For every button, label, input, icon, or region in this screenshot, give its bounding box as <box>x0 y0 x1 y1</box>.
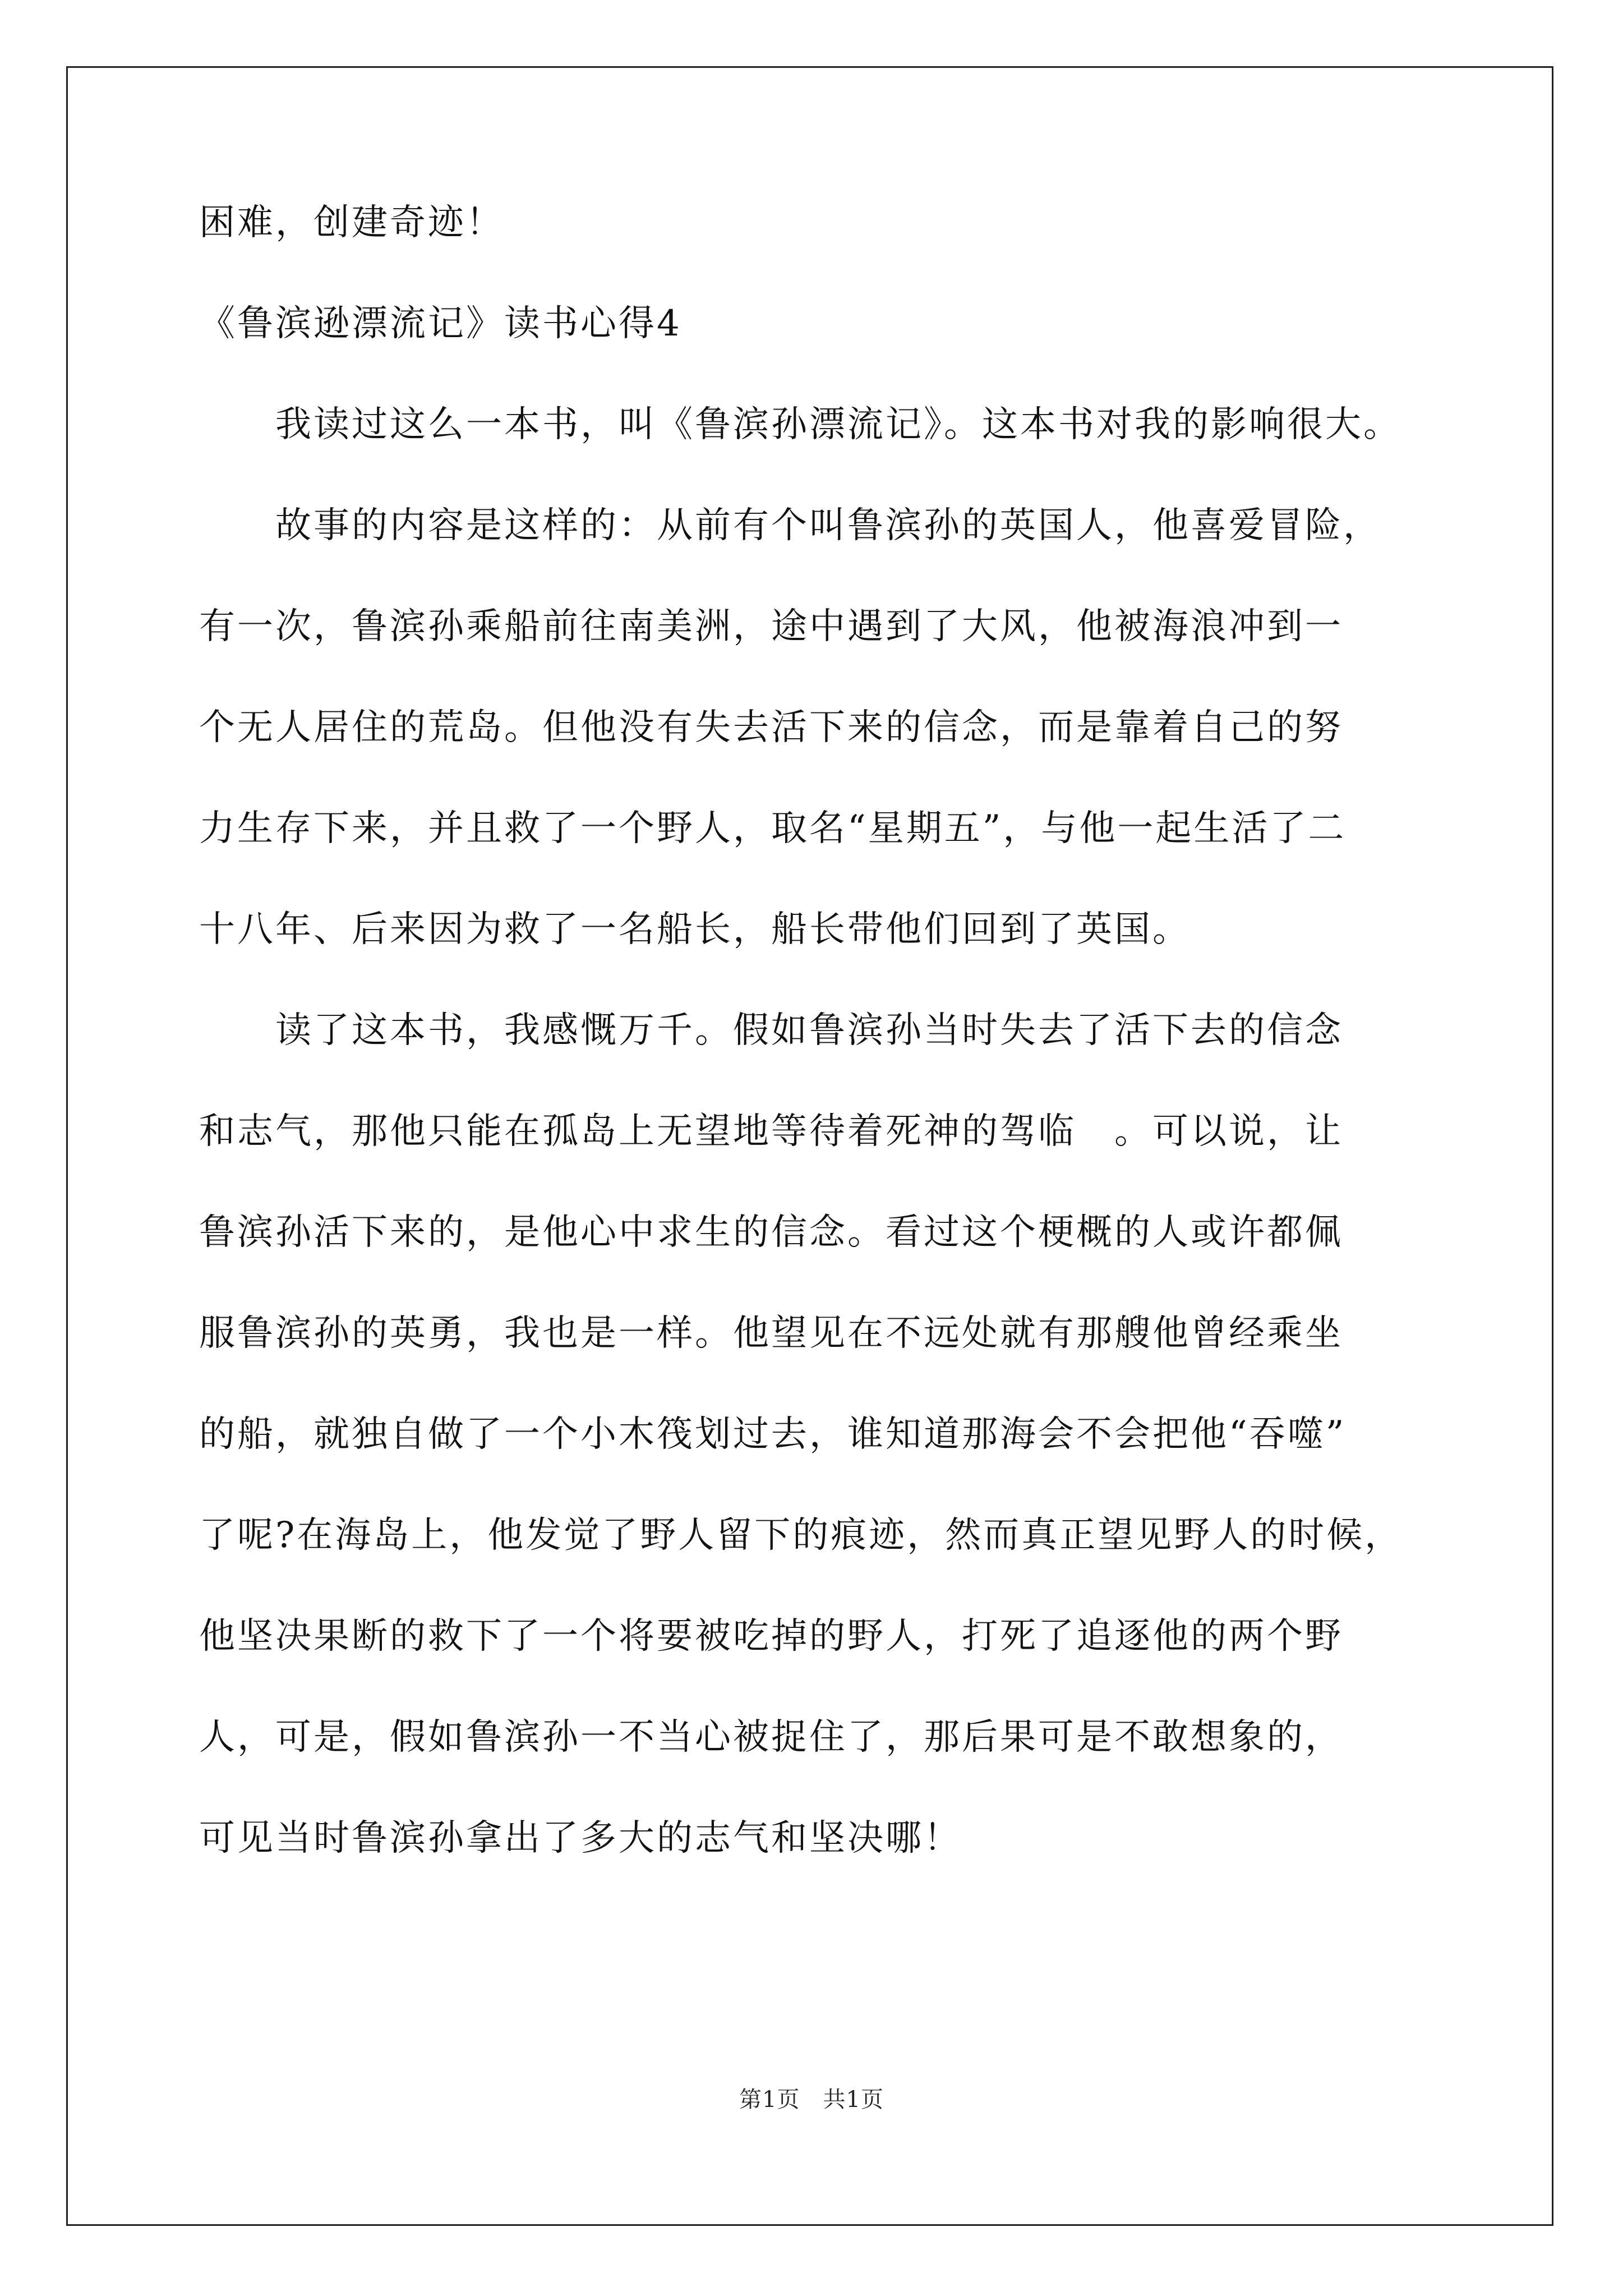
section-heading: 《鲁滨逊漂流记》读书心得4 <box>199 303 682 344</box>
paragraph-line: 读了这本书，我感慨万千。假如鲁滨孙当时失去了活下去的信念 <box>199 1010 1343 1051</box>
paragraph-line: 我读过这么一本书，叫《鲁滨孙漂流记》。这本书对我的影响很大。 <box>199 404 1401 445</box>
paragraph-line: 和志气，那他只能在孤岛上无望地等待着死神的驾临 。可以说，让 <box>199 1111 1343 1152</box>
paragraph-line: 个无人居住的荒岛。但他没有失去活下来的信念，而是靠着自己的努 <box>199 707 1343 748</box>
paragraph-line: 人，可是，假如鲁滨孙一不当心被捉住了，那后果可是不敢想象的， <box>199 1717 1343 1758</box>
paragraph-line: 力生存下来，并且救了一个野人，取名“星期五”，与他一起生活了二 <box>199 808 1347 849</box>
paragraph-line: 可见当时鲁滨孙拿出了多大的志气和坚决哪！ <box>199 1818 962 1859</box>
page-number-footer: 第1页 共1页 <box>739 2087 884 2113</box>
paragraph-line: 鲁滨孙活下来的，是他心中求生的信念。看过这个梗概的人或许都佩 <box>199 1212 1343 1253</box>
paragraph-line: 十八年、后来因为救了一名船长，船长带他们回到了英国。 <box>199 909 1191 950</box>
paragraph-line: 他坚决果断的救下了一个将要被吃掉的野人，打死了追逐他的两个野 <box>199 1616 1343 1657</box>
paragraph-line: 故事的内容是这样的：从前有个叫鲁滨孙的英国人，他喜爱冒险， <box>199 505 1381 546</box>
text-line: 困难，创建奇迹！ <box>199 202 504 243</box>
paragraph-line: 的船，就独自做了一个小木筏划过去，谁知道那海会不会把他“吞噬” <box>199 1414 1347 1455</box>
paragraph-line: 了呢?在海岛上，他发觉了野人留下的痕迹，然而真正望见野人的时候， <box>199 1515 1403 1556</box>
paragraph-line: 有一次，鲁滨孙乘船前往南美洲，途中遇到了大风，他被海浪冲到一 <box>199 606 1343 647</box>
paragraph-line: 服鲁滨孙的英勇，我也是一样。他望见在不远处就有那艘他曾经乘坐 <box>199 1313 1343 1354</box>
